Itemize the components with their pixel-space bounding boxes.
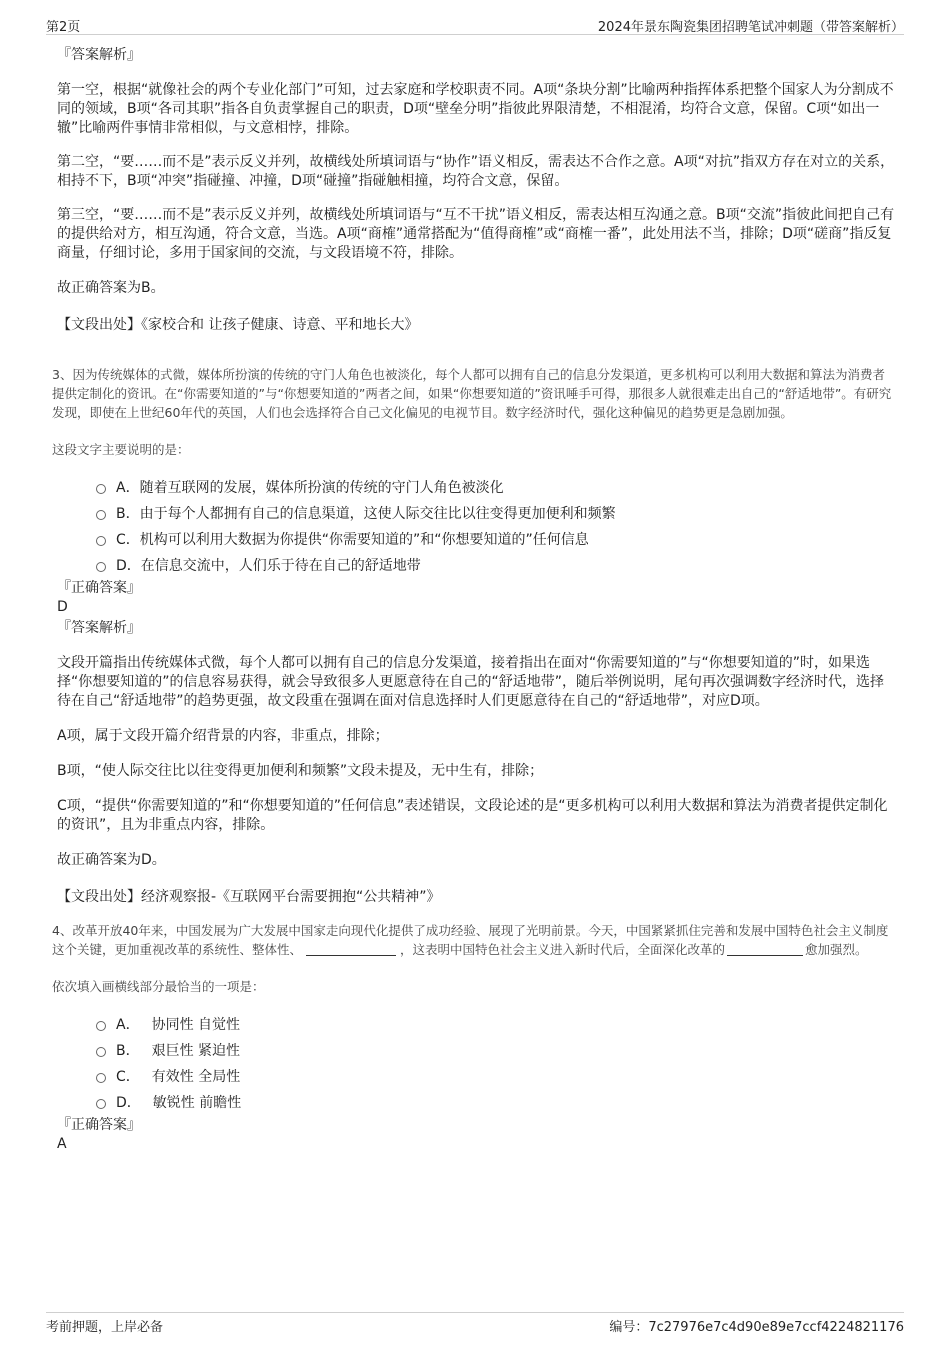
q4-options: [96, 1016, 897, 1120]
option-text: 机构可以利用大数据为你提供“你需要知道的”和“你想要知道的”任何信息: [139, 532, 589, 548]
radio-icon[interactable]: [96, 1021, 106, 1031]
q3-stem: 3、因为传统媒体的式微，媒体所扮演的传统的守门人角色也被淡化，每个人都可以拥有自己的信息分发渠道，更多机构可以利用大数据和算法为消费者提供定制化的资讯。在“你需要知道的”与“你想要知道的”两者之间，如果“你想要知道的”资讯唾手可得，那很多人就很难走出自己的“舒适地带”。有研究发现，即使在上世纪60年代的英国，人们也会选择符合自己文化偏见的电视节目。数字经济时代，强化这种偏见的趋势更是急剧加强。: [52, 367, 892, 420]
option-key: B．: [116, 506, 140, 522]
q4-correct-label: 『正确答案』: [57, 1117, 141, 1133]
q2-analysis-p1: 第一空，根据“就像社会的两个专业化部门”可知，过去家庭和学校职责不同。A项“条块分割”比喻两种指挥体系把整个国家人为分割成不同的领域，B项“各司其职”指各自负责掌握自己的职责，D项“壁垒分明”指彼此界限清楚，不相混淆，均符合文意，保留。C项“如出一辙”比喻两件事情非常相似，与文意相悖，排除。: [57, 82, 894, 136]
option-key: D．: [116, 1095, 141, 1111]
page-number: 第2页: [46, 20, 81, 35]
option-key: C．: [116, 1069, 140, 1085]
option-key: D．: [116, 558, 141, 574]
q3-analysis-c: C项，“提供“你需要知道的”和“你想要知道的”任何信息”表述错误，文段论述的是“更多机构可以利用大数据和算法为消费者提供定制化的资讯”，且为非重点内容，排除。: [57, 798, 888, 833]
footer-slogan: 考前押题，上岸必备: [46, 1320, 164, 1335]
option-text: 敏锐性 前瞻性: [152, 1095, 242, 1111]
q2-source: 【文段出处】《家校合和 让孩子健康、诗意、平和地长大》: [57, 317, 419, 333]
q4-option-c[interactable]: [96, 1068, 897, 1094]
q4-stem-part3: 愈加强烈。: [805, 942, 868, 957]
option-text: 协同性 自觉性: [151, 1017, 241, 1033]
q3-correct-answer: D: [57, 599, 68, 615]
option-text: 由于每个人都拥有自己的信息渠道，这使人际交往比以往变得更加便利和频繁: [139, 506, 616, 522]
option-text: 随着互联网的发展，媒体所扮演的传统的守门人角色被淡化: [139, 480, 504, 496]
option-text: 有效性 全局性: [151, 1069, 241, 1085]
blank-line: [306, 955, 396, 956]
q2-analysis-p3: 第三空，“要……而不是”表示反义并列，故横线处所填词语与“互不干扰”语义相反，需表达相互沟通之意。B项“交流”指彼此间把自己有的提供给对方，相互沟通，符合文意，当选。A项“商榷”通常搭配为“值得商榷”或“商榷一番”，此处用法不当，排除；D项“磋商”指反复商量，仔细讨论，多用于国家间的交流，与文段语境不符，排除。: [57, 207, 895, 261]
blank-line: [727, 955, 803, 956]
radio-icon[interactable]: [96, 562, 106, 572]
option-key: A．: [116, 480, 140, 496]
radio-icon[interactable]: [96, 1073, 106, 1083]
page-header: [46, 14, 904, 35]
q2-analysis-label: 『答案解析』: [57, 47, 141, 63]
q3-analysis-label: 『答案解析』: [57, 620, 141, 636]
q3-option-c[interactable]: [96, 531, 897, 557]
radio-icon[interactable]: [96, 1099, 106, 1109]
document-title: 2024年景东陶瓷集团招聘笔试冲刺题（带答案解析）: [597, 20, 904, 35]
q4-stem-part1: 4、改革开放40年来，中国发展为广大发展中国家走向现代化提供了成功经验、展现了光明前景。今天，中国紧紧抓住完善和发展中国特色社会主义制度这个关键，更加重视改革的系统性、整体性、: [52, 923, 889, 957]
radio-icon[interactable]: [96, 510, 106, 520]
option-key: A．: [116, 1017, 140, 1033]
radio-icon[interactable]: [96, 536, 106, 546]
q2-conclusion: 故正确答案为B。: [57, 280, 165, 296]
q4-correct-answer: A: [57, 1136, 67, 1152]
q4-option-a[interactable]: [96, 1016, 897, 1042]
radio-icon[interactable]: [96, 1047, 106, 1057]
q3-option-a[interactable]: [96, 479, 897, 505]
q3-prompt: 这段文字主要说明的是：: [52, 442, 190, 457]
page-footer: [46, 1312, 904, 1335]
option-text: 在信息交流中，人们乐于待在自己的舒适地带: [140, 558, 421, 574]
q3-analysis-b: B项，“使人际交往比以往变得更加便利和频繁”文段未提及，无中生有，排除；: [57, 763, 544, 779]
q3-source: 【文段出处】经济观察报-《互联网平台需要拥抱“公共精神”》: [57, 889, 441, 905]
q4-stem: [52, 921, 897, 959]
q3-correct-label: 『正确答案』: [57, 580, 141, 596]
q2-analysis-p2: 第二空，“要……而不是”表示反义并列，故横线处所填词语与“协作”语义相反，需表达不合作之意。A项“对抗”指双方存在对立的关系，相持不下，B项“冲突”指碰撞、冲撞，D项“碰撞”指碰触相撞，均符合文意，保留。: [57, 154, 895, 189]
q3-conclusion: 故正确答案为D。: [57, 852, 166, 868]
option-key: B．: [116, 1043, 140, 1059]
q3-options: [96, 479, 897, 583]
document-body: [52, 46, 897, 1154]
q4-stem-part2: ，这表明中国特色社会主义进入新时代后，全面深化改革的: [400, 942, 726, 957]
option-key: C．: [116, 532, 140, 548]
document-id: 编号：7c27976e7c4d90e89e7ccf4224821176: [609, 1320, 904, 1335]
option-text: 艰巨性 紧迫性: [151, 1043, 241, 1059]
q3-analysis-a: A项，属于文段开篇介绍背景的内容，非重点，排除；: [57, 728, 389, 744]
radio-icon[interactable]: [96, 484, 106, 494]
q4-prompt: 依次填入画横线部分最恰当的一项是：: [52, 979, 265, 994]
q3-analysis-p1: 文段开篇指出传统媒体式微，每个人都可以拥有自己的信息分发渠道，接着指出在面对“你需要知道的”与“你想要知道的”时，如果选择“你想要知道的”的信息容易获得，就会导致很多人更愿意待在自己的“舒适地带”，随后举例说明，尾句再次强调数字经济时代，选择待在自己“舒适地带”的趋势更强，故文段重在强调在面对信息选择时人们更愿意待在自己的“舒适地带”，对应D项。: [57, 655, 885, 709]
q4-option-b[interactable]: [96, 1042, 897, 1068]
q3-option-b[interactable]: [96, 505, 897, 531]
